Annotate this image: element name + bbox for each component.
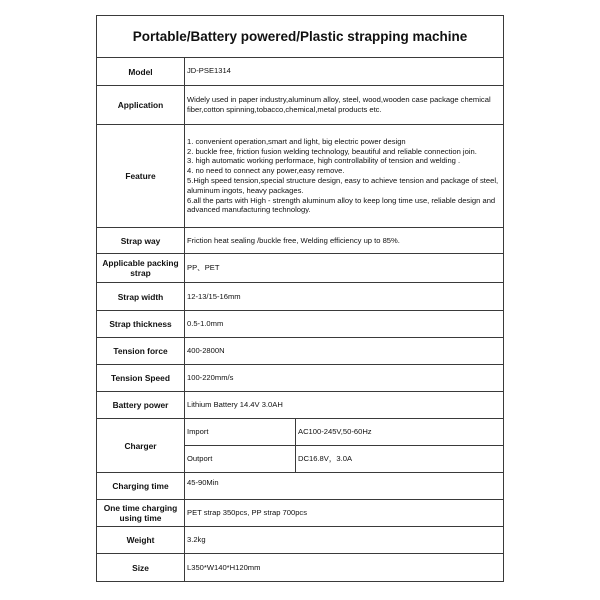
application-value: Widely used in paper industry,aluminum alloy, steel, wood,wooden case package chemical fiber,cotton spinning,tobacco,chemical,metal products etc.: [185, 86, 504, 125]
weight-label: Weight: [97, 527, 185, 554]
row-packing-strap: [97, 254, 504, 283]
tension-speed-label: Tension Speed: [97, 365, 185, 392]
charger-output-value: DC16.8V，3.0A: [296, 446, 504, 473]
charger-import-value: AC100-245V,50-60Hz: [296, 419, 504, 446]
row-weight: [97, 527, 504, 554]
battery-power-label: Battery power: [97, 392, 185, 419]
row-charging-time: [97, 473, 504, 500]
tension-speed-value: 100-220mm/s: [185, 365, 504, 392]
strap-thickness-label: Strap thickness: [97, 311, 185, 338]
model-value: JD-PSE1314: [185, 58, 504, 86]
spec-sheet: [96, 15, 503, 582]
charger-output-label: Outport: [185, 446, 296, 473]
row-one-time: [97, 500, 504, 527]
weight-value: 3.2kg: [185, 527, 504, 554]
application-label: Application: [97, 86, 185, 125]
strap-width-label: Strap width: [97, 283, 185, 311]
tension-force-label: Tension force: [97, 338, 185, 365]
charger-import-label: Import: [185, 419, 296, 446]
one-time-label: One time charging using time: [97, 500, 185, 527]
row-model: [97, 58, 504, 86]
strap-way-label: Strap way: [97, 228, 185, 254]
one-time-value: PET strap 350pcs, PP strap 700pcs: [185, 500, 504, 527]
row-charger-import: [97, 419, 504, 446]
row-battery-power: [97, 392, 504, 419]
table-title: Portable/Battery powered/Plastic strapping machine: [97, 16, 504, 58]
spec-table: [96, 15, 504, 582]
feature-line: 4. no need to connect any power,easy remove.: [187, 166, 345, 176]
feature-label: Feature: [97, 125, 185, 228]
strap-thickness-value: 0.5-1.0mm: [185, 311, 504, 338]
feature-line: 1. convenient operation,smart and light, big electric power design: [187, 136, 406, 146]
row-size: [97, 554, 504, 582]
strap-width-value: 12-13/15-16mm: [185, 283, 504, 311]
row-tension-speed: [97, 365, 504, 392]
row-strap-way: [97, 228, 504, 254]
feature-value: [185, 125, 504, 228]
row-strap-width: [97, 283, 504, 311]
size-value: L350*W140*H120mm: [185, 554, 504, 582]
battery-power-value: Lithium Battery 14.4V 3.0AH: [185, 392, 504, 419]
charging-time-label: Charging time: [97, 473, 185, 500]
tension-force-value: 400-2800N: [185, 338, 504, 365]
feature-line: 5.High speed tension,special structure design, easy to achieve tension and package of steel, aluminum ingots, heavy packages.: [187, 176, 499, 195]
strap-way-value: Friction heat sealing /buckle free, Welding efficiency up to 85%.: [185, 228, 504, 254]
charger-label: Charger: [97, 419, 185, 473]
feature-line: 2. buckle free, friction fusion welding technology, beautiful and reliable connection join.: [187, 146, 477, 156]
row-feature: [97, 125, 504, 228]
feature-line: 6.all the parts with High - strength aluminum alloy to keep long time use, reliable design and advanced manufacturing technology.: [187, 195, 496, 215]
charging-time-value: 45-90Min: [185, 473, 504, 500]
model-label: Model: [97, 58, 185, 86]
size-label: Size: [97, 554, 185, 582]
packing-strap-label: Applicable packing strap: [97, 254, 185, 283]
row-strap-thickness: [97, 311, 504, 338]
row-tension-force: [97, 338, 504, 365]
row-application: [97, 86, 504, 125]
title-row: [97, 16, 504, 58]
feature-line: 3. high automatic working performace, high controllability of tension and welding .: [187, 156, 461, 166]
packing-strap-value: PP、PET: [185, 254, 504, 283]
